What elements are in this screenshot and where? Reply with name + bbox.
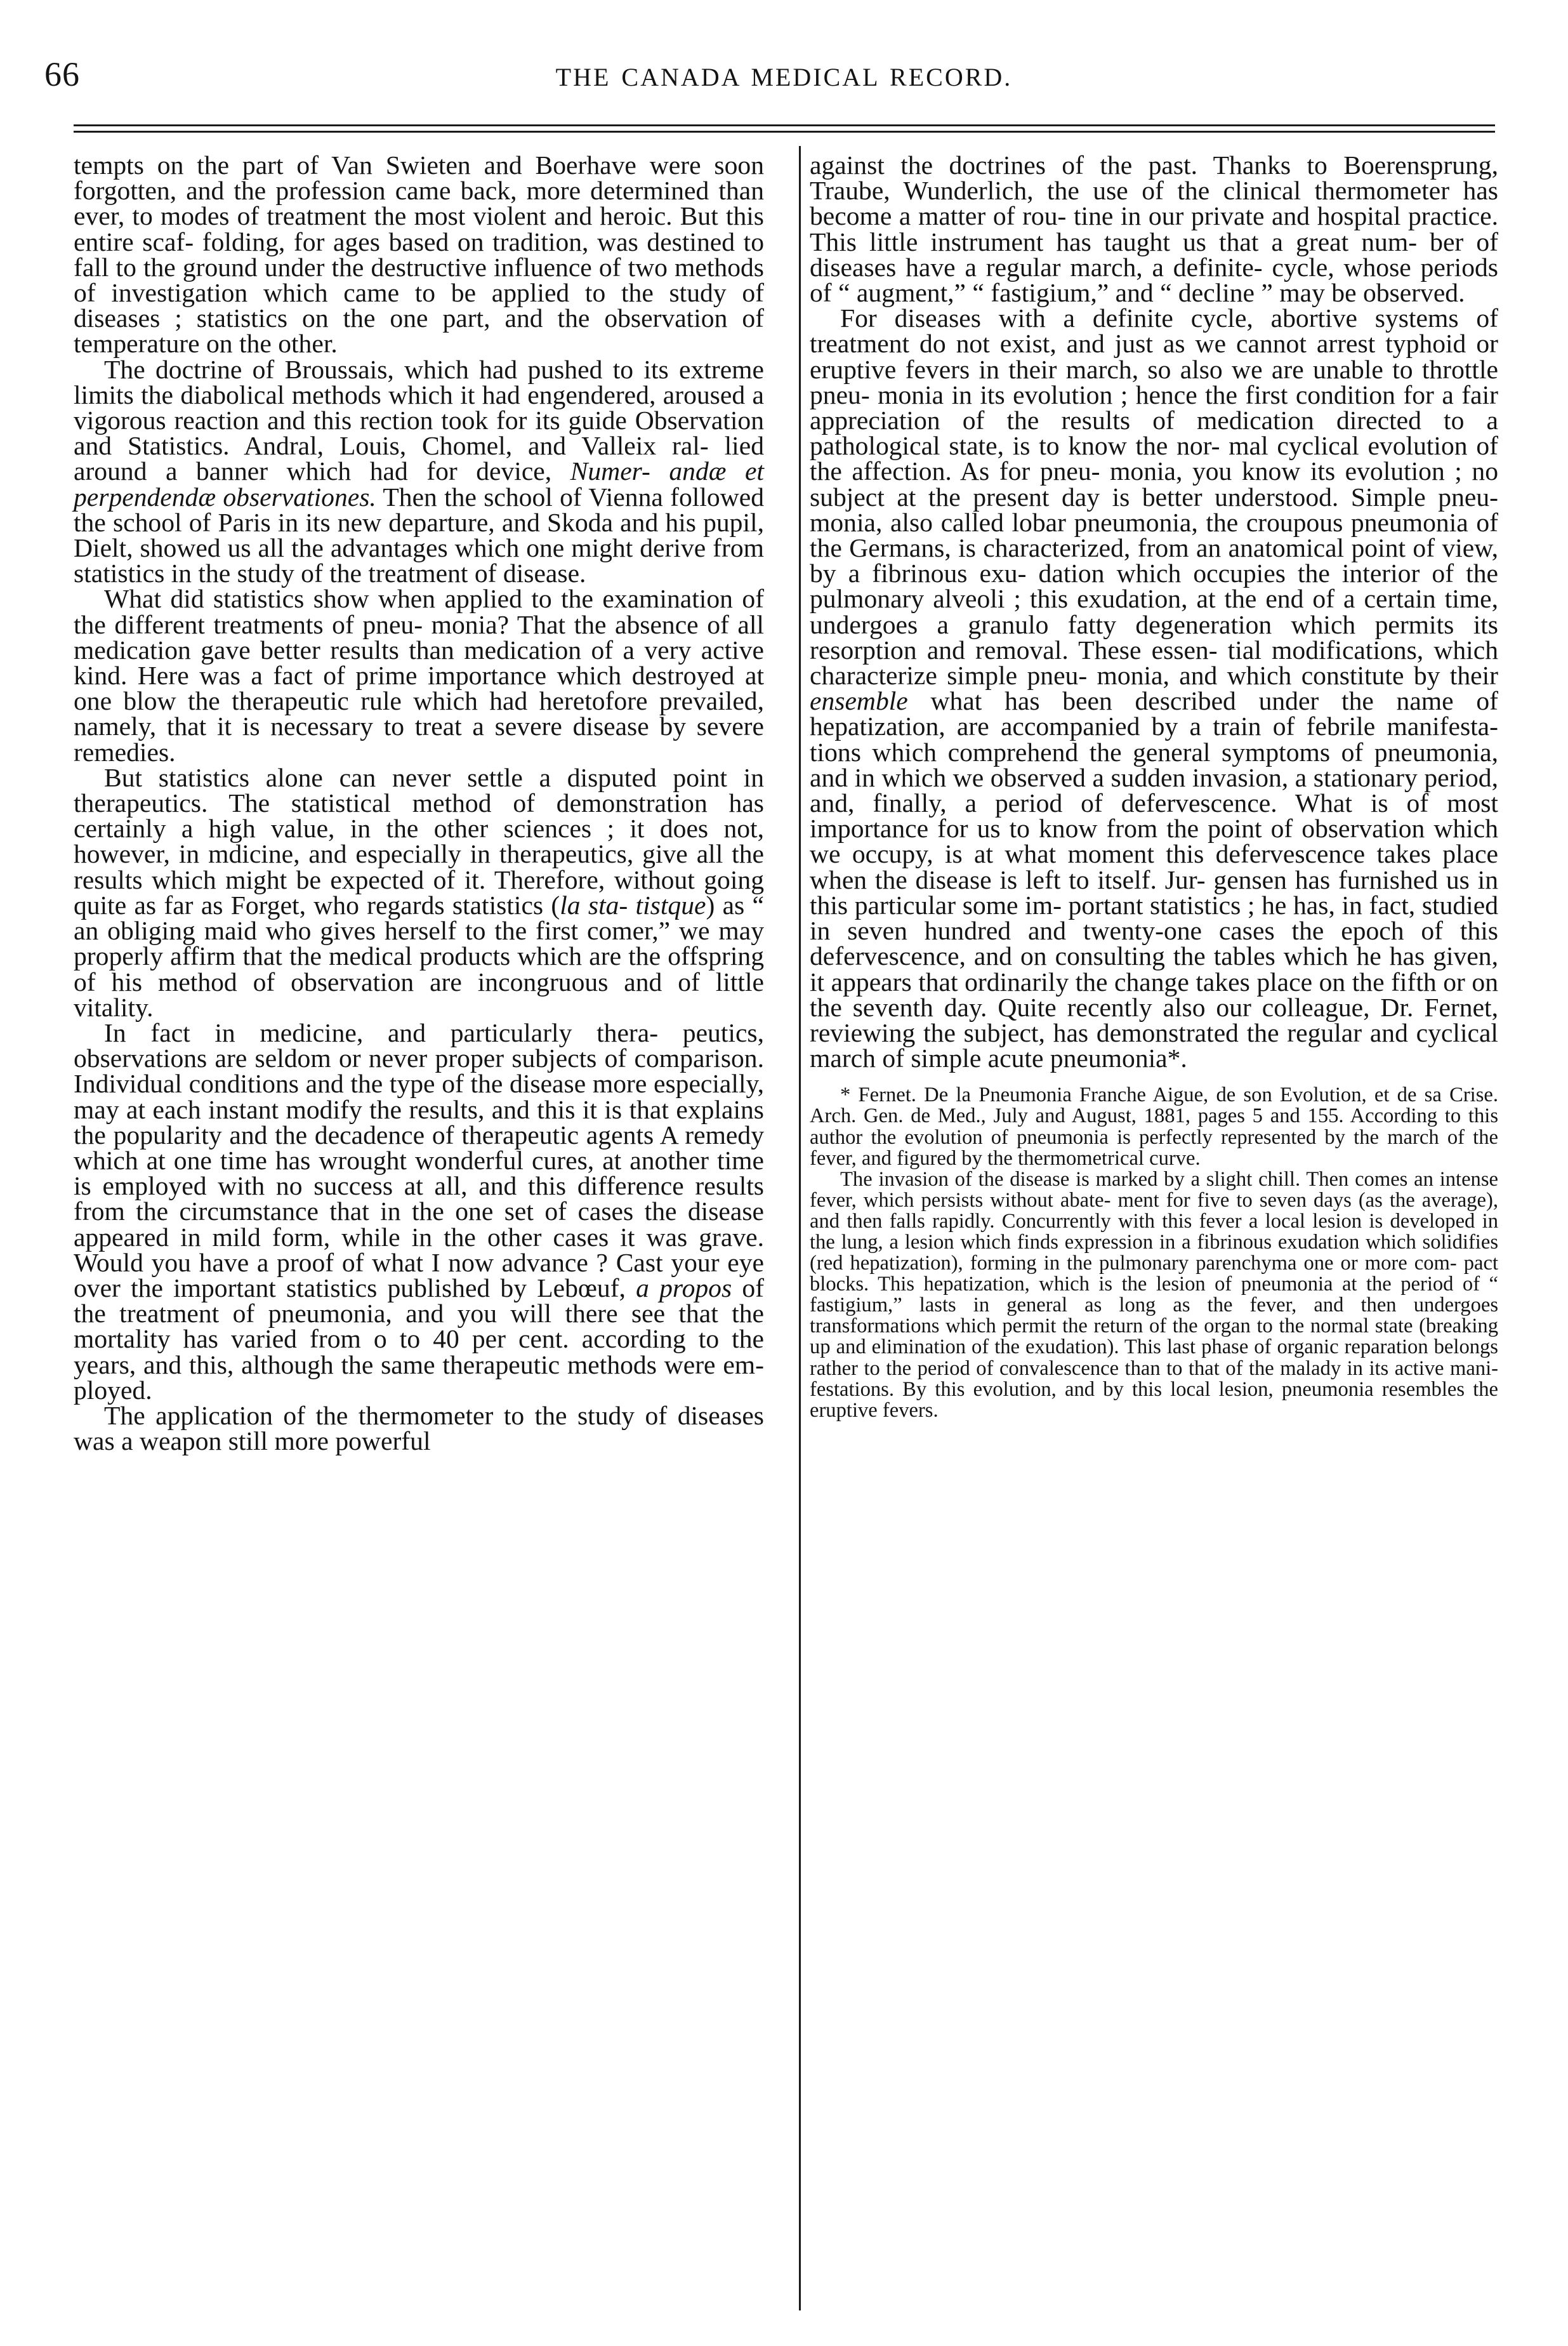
paragraph: against the doctrines of the past. Thanks to Boerensprung, Traube, Wunderlich, the use of the clinical thermometer has become a matter of rou- tine in our private and hospital practice. This little instrument has taught us that a great num- ber of diseases have a regular march, a definite- cycle, whose periods of “ augment,” “ fastigium,” and “ decline ” may be observed. [810, 150, 1498, 308]
paragraph: What did statistics show when applied to the examination of the different treatments of pneu- monia? That the absence of all medication gave better results than medication of a very active kind. Here was a fact of prime importance which destroyed at one blow the therapeutic rule which had heretofore prevailed, namely, that it is necessary to treat a severe disease by severe remedies. [74, 584, 764, 767]
italic-term: a propos [636, 1273, 732, 1302]
header-rule-bottom [74, 131, 1495, 133]
running-title: THE CANADA MEDICAL RECORD. [555, 63, 1013, 91]
left-column [74, 152, 764, 1454]
header-rule-top [74, 124, 1495, 126]
paragraph: The application of the thermometer to the study of diseases was a weapon still more powerful [74, 1400, 764, 1456]
paragraph: For diseases with a definite cycle, abortive systems of treatment do not exist, and just as we cannot arrest typhoid or eruptive fevers in their march, so also we are unable to throttle pneu- monia in its evolution ; hence the first condition for a fair appreciation of the results of medication directed to a pathological state, is to know the nor- mal cyclical evolution of the affection. As for pneu- monia, you know its evolution ; no subject at the present day is better understood. Simple pneu- monia, also called lobar pneumonia, the croupous pneumonia of the Germans, is characterized, from an anatomical point of view, by a fibrinous exu- dation which occupies the interior of the pulmonary alveoli ; this exudation, at the end of a certain time, undergoes a granulo fatty degeneration which permits its resorption and removal. These essen- tial modifications, which characterize simple pneu- monia, and which constitute by their ensemble what has been described under the name of hepatization, are accompanied by a train of febrile manifesta- tions which comprehend the general symptoms of pneumonia, and in which we observed a sudden invasion, a stationary period, and, finally, a period of defervescence. What is of most importance for us to know from the point of observation which we occupy, is at what moment this defervescence takes place when the disease is left to itself. Jur- gensen has furnished us in this particular some im- portant statistics ; he has, in fact, studied in seven hundred and twenty-one cases the epoch of this defervescence, and on consulting the tables which he has given, it appears that ordinarily the change takes place on the fifth or on the seventh day. Quite recently also our colleague, Dr. Fernet, reviewing the subject, has demonstrated the regular and cyclical march of simple acute pneumonia*. [810, 303, 1498, 1073]
column-divider [799, 146, 801, 2310]
paragraph: tempts on the part of Van Swieten and Boerhave were soon forgotten, and the profession came back, more determined than ever, to modes of treatment the most violent and heroic. But this entire scaf- folding, for ages based on tradition, was destined to fall to the ground under the destructive influence of two methods of investigation which came to be applied to the study of diseases ; statistics on the one part, and the observation of temperature on the other. [74, 150, 764, 359]
paragraph: In fact in medicine, and particularly thera- peutics, observations are seldom or never proper subjects of comparison. Individual conditions and the type of the disease more especially, may at each instant modify the results, and this it is that explains the popularity and the decadence of therapeutic agents A remedy which at one time has wrought wonderful cures, at another time is employed with no success at all, and this difference results from the circumstance that in the one set of cases the disease appeared in mild form, while in the other cases it was grave. Would you have a proof of what I now advance ? Cast your eye over the important statistics published by Lebœuf, a propos of the treatment of pneumonia, and you will there see that the mortality has varied from o to 40 per cent. according to the years, and this, although the same therapeutic methods were em- ployed. [74, 1017, 764, 1405]
right-column [810, 152, 1498, 1421]
latin-motto: Numer- andæ et perpendendæ observationes. [74, 456, 764, 512]
paragraph: But statistics alone can never settle a disputed point in therapeutics. The statistical method of demonstration has certainly a high value, in the other sciences ; it does not, however, in mdicine, and especially in therapeutics, give all the results which might be expected of it. Therefore, without going quite as far as Forget, who regards statistics (la sta- tistque) as “ an obliging maid who gives herself to the first comer,” we may properly affirm that the medical products which are the offspring of his method of observation are incongruous and of little vitality. [74, 762, 764, 1022]
page-number: 66 [44, 55, 80, 93]
italic-term: la sta- tistque [560, 890, 706, 920]
paragraph: The doctrine of Broussais, which had pushed to its extreme limits the diabolical methods which it had engendered, aroused a vigorous reaction and this rection took for its guide Observation and Statistics. Andral, Louis, Chomel, and Valleix ral- lied around a banner which had for device, Numer- andæ et perpendendæ observationes. Then the school of Vienna followed the school of Paris in its new departure, and Skoda and his pupil, Dielt, showed us all the advantages which one might derive from statistics in the study of the treatment of disease. [74, 354, 765, 588]
italic-term: ensemble [810, 686, 908, 716]
footnote: The invasion of the disease is marked by a slight chill. Then comes an intense fever, which persists without abate- ment for five to seven days (as the average), and then falls rapidly. Concurrently with this fever a local lesion is developed in the lung, a lesion which finds expression in a fibrinous exudation which solidifies (red hepatization), forming in the pulmonary parenchyma one or more com- pact blocks. This hepatization, which is the lesion of pneumonia at the period of “ fastigium,” lasts in general as long as the fever, and then undergoes transformations which permit the return of the organ to the normal state (breaking up and elimination of the exudation). This last phase of organic reparation belongs rather to the period of convalescence than to that of the malady in its active mani- festations. By this evolution, and by this local lesion, pneumonia resembles the eruptive fevers. [810, 1167, 1498, 1422]
footnote: * Fernet. De la Pneumonia Franche Aigue, de son Evolution, et de sa Crise. Arch. Gen. de Med., July and August, 1881, pages 5 and 155. According to this author the evolution of pneumonia is perfectly represented by the march of the fever, and figured by the thermometrical curve. [810, 1084, 1498, 1170]
